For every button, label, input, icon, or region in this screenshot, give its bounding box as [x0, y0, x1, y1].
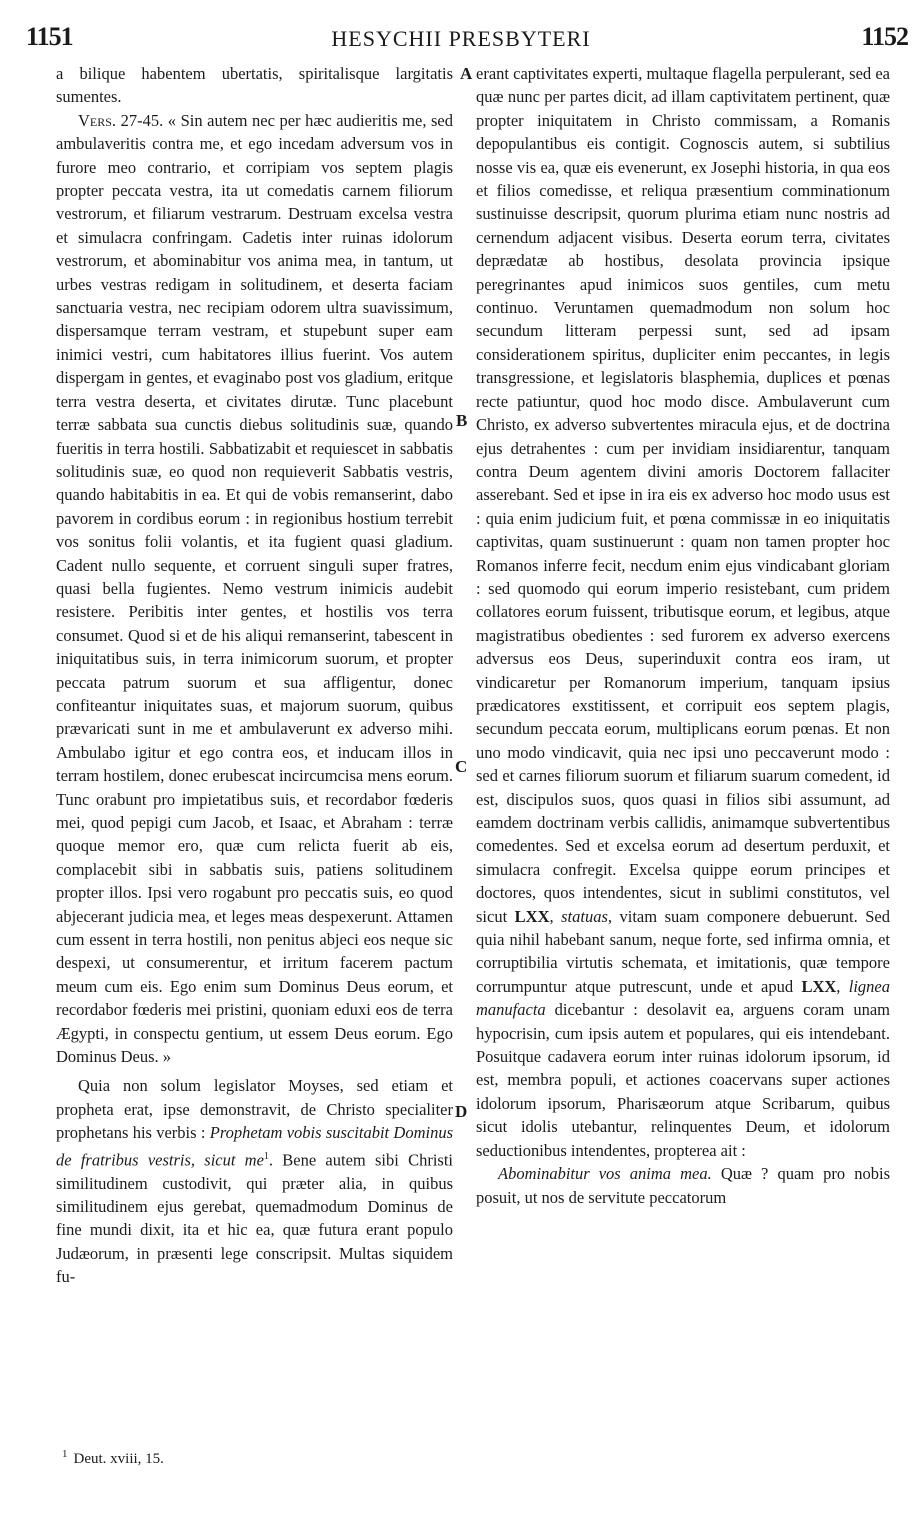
running-title: HESYCHII PRESBYTERI: [331, 26, 591, 51]
commentary-text-b: . Bene autem sibi Christi similitudinem custodivit, qui præter alia, in quibus similitudinem ejus gerebat, quemadmodum Dominus de fine mundi dixit, ita et hic ea, quæ futura erant populo Judæorum, in præsenti lege conscripsit. Multas siquidem fu-: [56, 1150, 453, 1287]
margin-marker-b: B: [456, 411, 468, 430]
commentary-text-d: Quæ ? quam pro nobis posuit, ut nos de servitute peccatorum: [476, 1164, 891, 1207]
italic-term: statuas: [561, 906, 608, 926]
lxx-abbrev-2: LXX: [801, 976, 837, 996]
commentary-paragraph-final: [476, 1162, 890, 1209]
commentary-text-c: dicebantur : desolavit ea, arguens coram unam hypocrisin, cum ipsis autem et populares, qui eis intendebant. Posuitque cadavera eorum inter ruinas idolorum ipsorum, id est, membra populi, et actiones coacervans super actiones idolorum ipsorum, Pharisæorum atque Scribarum, quibus sicut idolis utebantur, relinquentes Deum, et idolorum seductionibus intendentes, propterea ait :: [476, 1000, 890, 1160]
commentary-text: erant captivitates experti, multaque flagella perpulerant, sed ea quæ nunc per partes dicit, ad illam captivitatem pertinent, quæ propter iniquitatem in Christo commissam, a Romanis depopulantibus eis contigit. Cognoscis autem, si subtilius nosse vis ea, quæ eis evenerunt, ex Josephi historia, in qua eos et filios comedisse, et reliqua præsentium comminationum sustinuisse descripsit, quorum plurima etiam nunc nostris ad cernendum adjacent visibus. Deserta eorum terra, civitates deprædatæ ab hostibus, desolata provincia ipsique peregrinantes apud inimicos suos gentiles, cum metu continuo. Veruntamen quemadmodum non solum hoc secundum litteram perpessi sunt, sed ad ipsam considerationem spiritus, dupliciter enim peccantes, in legis transgressione, et legislatoris blasphemia, duplices et pœnas recte patiuntur, quod hoc modo disce. Ambulaverunt cum Christo, ex adverso subvertentes miracula ejus, et de doctrina ejus detrahentes : cum per invidiam insidiarentur, tanquam contra Deum agentem divini amoris Doctorem fallaciter asserebant. Sed et ipse in ira eis ex adverso hoc modo usus est : quia enim judicium fuit, et pœna commissæ in eo iniquitatis captivitas, quam sustinuerunt : quam non tamen propter hoc Romanos inferre fecit, necdum enim ejus vindicabant gloriam : sed quomodo qui eorum imperio resistebant, cum pridem collatores eorum fuissent, tributisque eorum, et legibus, atque magistratibus obedientes : sed furorem ex adverso exercens adversus eos Deus, superinduxit contra eos iram, ut vindicaretur per Romanorum imperium, tanquam ipsius prædicatores exstitissent, et corripuit eos septem plagis, secundum peccata eorum, multiplicans eorum pœnas. Et non uno modo vindicavit, quia nec ipsi uno peccaverunt modo : sed et carnes filiorum suorum et filiarum suarum comedent, id est, discipulos suos, quos quasi in filios sibi assumunt, ad eamdem doctrinam verbis callidis, animamque subvertentibus comedentes. Sed et excelsa eorum ad desertum perduxit, et simulacra confregit. Excelsa quippe eorum principes et doctores, quos intendentes, sicut in sublimi constitutos, vel sicut: [476, 64, 890, 926]
page-number-right: 1152: [861, 22, 908, 51]
footnote: [62, 1448, 164, 1468]
margin-marker-a: A: [460, 64, 473, 83]
left-column: [56, 62, 453, 1289]
page-number-left: 1151: [26, 22, 73, 51]
running-header: [0, 22, 922, 62]
paragraph-continuation: a bilique habentem ubertatis, spiritalisque largitatis sumentes.: [56, 64, 453, 107]
footnote-ref: 1: [263, 1150, 269, 1162]
verse-label: Vers.: [78, 110, 117, 130]
footnote-number: 1: [62, 1448, 68, 1460]
margin-marker-d: D: [455, 1102, 468, 1121]
punct: ,: [549, 906, 562, 926]
margin-marker-c: C: [455, 757, 468, 776]
lemma: Abominabitur vos anima mea.: [498, 1164, 712, 1184]
lxx-abbrev: LXX: [514, 906, 550, 926]
footnote-text: Deut. xviii, 15.: [73, 1451, 164, 1467]
commentary-text-a: Quia non solum legislator Moyses, sed etiam et propheta erat, ipse demonstravit, de Christo specialiter prophetans his verbis :: [56, 1076, 453, 1143]
commentary-paragraph: [56, 1074, 453, 1288]
scripture-text: 27-45. « Sin autem nec per hæc audieritis me, sed ambulaveritis contra me, et ego incedam adversum vos in furore meo contrario, et corripiam vos septem plagis propter peccata vestra, ita ut comedatis carnem filiorum vestrorum, et filiarum vestrarum. Destruam excelsa vestra et simulacra confringam. Cadetis inter ruinas idolorum vestrorum, et abominabitur vos anima mea, in tantum, ut urbes vestras redigam in solitudinem, et deserta faciam sanctuaria vestra, nec recipiam odorem ultra suavissimum, dispersamque terram vestram, et stupebunt super eam inimici vestri, cum habitatores illius fuerint. Vos autem dispergam in gentes, et evaginabo post vos gladium, eritque terra vestra deserta, et civitates dirutæ. Tunc placebunt terræ sabbata sua cunctis diebus solitudinis suæ, quando fueritis in terra hostili. Sabbatizabit et requiescet in sabbatis solitudinis suæ, eo quod non requieverit Sabbatis vestris, quando habitabitis in ea. Et qui de vobis remanserint, dabo pavorem in cordibus eorum : in regionibus hostium terrebit vos sonitus folii volantis, et ita fugient quasi gladium. Cadent nullo sequente, et corruent singuli super fratres, quasi bella fugientes. Nemo vestrum inimicis audebit resistere. Peribitis inter gentes, et hostilis vos terra consumet. Quod si et de his aliqui remanserint, tabescent in iniquitatibus suis, in terra inimicorum suorum, et propter peccata patrum suorum et sua affligentur, donec confiteantur iniquitates suas, et majorum suorum, quibus prævaricati sunt in me et ambulaverunt ex adverso mihi. Ambulabo igitur et ego contra eos, et inducam illos in terram hostilem, donec erubescat incircumcisa mens eorum. Tunc orabunt pro impietatibus suis, et recordabor fœderis mei, quod pepigi cum Jacob, et Isaac, et Abraham : terræ quoque memor ero, quæ cum relicta fuerit ab eis, complacebit sibi in sabbatis suis, patiens solitudinem propter illos. Ipsi vero rogabunt pro peccatis suis, eo quod abjecerant judicia mea, et leges meas despexerunt. Attamen cum essent in terra hostili, non penitus abjeci eos neque sic despexi, ut consumerentur, et irritum facerem pactum meum cum eis. Ego enim sum Dominus Deus eorum, et recordabor fœderis mei pristini, quoniam eduxi eos de terra Ægypti, in conspectu gentium, ut essem Deus eorum. Ego Dominus Deus. »: [56, 110, 453, 1067]
punct-2: ,: [836, 976, 849, 996]
italic-term-2: lignea manufacta: [476, 976, 890, 1020]
commentary-text-b: , vitam suam componere debuerunt. Sed quia nihil habebant sanum, neque forte, sed infirma omnia, et corruptibilia virtutis schemata, et imitationis, quæ tempore corrumpuntur atque putrescunt, unde et apud: [476, 906, 891, 996]
commentary-paragraph-right: [476, 62, 890, 1162]
scripture-paragraph: [56, 109, 453, 1069]
right-column: [476, 62, 890, 1209]
quoted-scripture: Prophetam vobis suscitabit Dominus de fratribus vestris, sicut me: [56, 1123, 453, 1170]
